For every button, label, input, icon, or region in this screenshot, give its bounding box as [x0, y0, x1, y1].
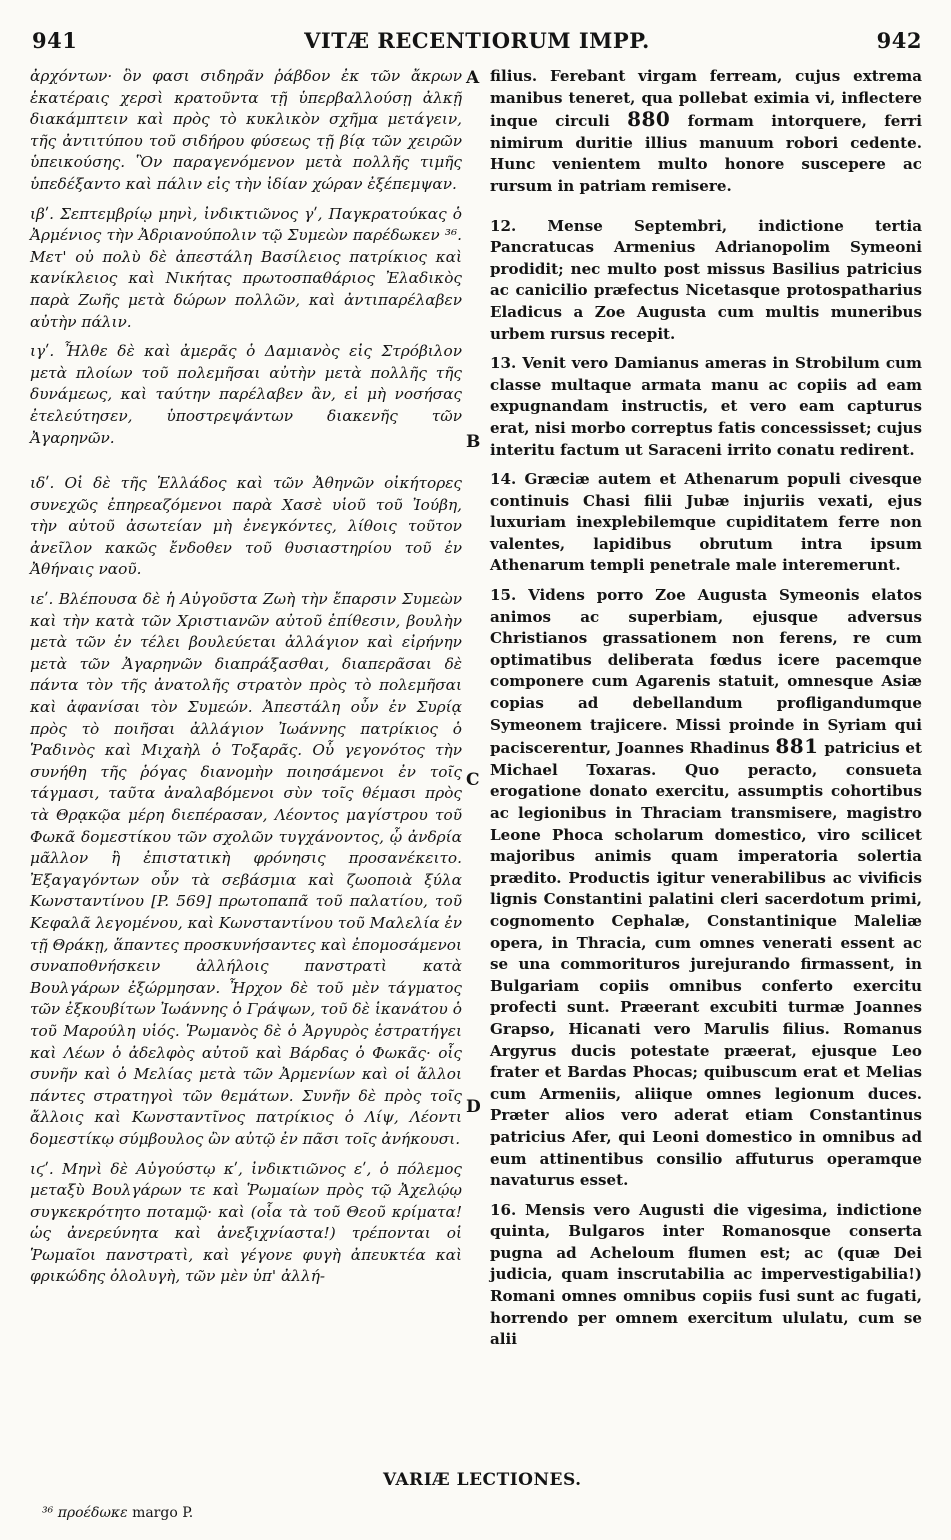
greek-paragraph-14: ιδʹ. Οἱ δὲ τῆς Ἑλλάδος καὶ τῶν Ἀθηνῶν οἰκήτορες συνεχῶς ἐπηρεαζόμενοι παρὰ Χασὲ υἱοῦ τοῦ Ἰούβη, τὴν αὐτοῦ ἀσωτείαν μὴ ἐνεγκόντες, λίθοις τοῦτον ἀνεῖλον κακῶς ἔνδοθεν τοῦ θυσιαστηρίου τοῦ ἐν Ἀθήναις ναοῦ.	[30, 474, 462, 579]
margin-marker-a: A	[466, 68, 480, 88]
latin-intro-text-b: formam intorquere, ferri nimirum duritie illius manuum robori cedente. Hunc venientem multo honore suscepere ac rursum in patriam remisere.	[490, 112, 922, 195]
greek-column	[30, 66, 462, 1288]
greek-paragraph-15: ιεʹ. Βλέπουσα δὲ ἡ Αὐγοῦστα Ζωὴ τὴν ἔπαρσιν Συμεὼν καὶ τὴν κατὰ τῶν Χριστιανῶν αὐτοῦ ἐπίθεσιν, βουλὴν μετὰ τῶν ἐν τέλει βουλεύεται ἀλλάγιον καὶ εἰρήνην μετὰ τῶν Ἀγαρηνῶν διαπράξασθαι, διαπερᾶσαι δὲ πάντα τὸν τῆς ἀνατολῆς στρατὸν πρὸς τὸ πολεμῆσαι καὶ ἀφανίσαι τὸν Συμεών. Ἀπεστάλη οὖν ἐν Συρίᾳ πρὸς τὸ ποιῆσαι ἀλλάγιον Ἰωάννης πατρίκιος ὁ Ῥαδινὸς καὶ Μιχαὴλ ὁ Τοξαρᾶς. Οὗ γεγονότος τὴν συνήθη τῆς ῥόγας διανομὴν ποιησάμενοι ἐν τοῖς τάγμασι, ταῦτα ἀναλαβόμενοι σὺν τοῖς θέμασι πρὸς τὰ Θρᾳκῷα μέρη διεπέρασαν, Λέοντος μαγίστρου τοῦ Φωκᾶ δομεστίκου τῶν σχολῶν τυγχάνοντος, ᾧ ἀνδρία μᾶλλον ἢ ἐπιστατικὴ φρόνησις προσανέκειτο. Ἐξαγαγόντων οὖν τὰ σεβάσμια καὶ ζωοποιὰ ξύλα Κωνσταντίνου [P. 569] πρωτοπαπᾶ τοῦ παλατίου, τοῦ Κεφαλᾶ λεγομένου, καὶ Κωνσταντίνου τοῦ Μαλελία ἐν τῇ Θράκῃ, ἅπαντες προσκυνήσαντες καὶ ἐπομοσάμενοι συναποθνήσκειν ἀλλήλοις πανστρατὶ κατὰ Βουλγάρων ἐξώρμησαν. Ἦρχον δὲ τοῦ μὲν τάγματος τῶν ἐξκουβίτων Ἰωάννης ὁ Γράψων, τοῦ δὲ ἱκανάτου ὁ τοῦ Μαρούλη υἱός. Ῥωμανὸς δὲ ὁ Ἀργυρὸς ἐστρατήγει καὶ Λέων ὁ ἀδελφὸς αὐτοῦ καὶ Βάρδας ὁ Φωκᾶς· οἷς συνῆν καὶ ὁ Μελίας μετὰ τῶν Ἀρμενίων καὶ οἱ ἄλλοι πάντες στρατηγοὶ τῶν θεμάτων. Συνῆν δὲ πρὸς τοῖς ἄλλοις καὶ Κωνσταντῖνος πατρίκιος ὁ Λίψ, Λέοντι δομεστίκῳ σύμβουλος ὢν αὐτῷ ἐν πᾶσι τοῖς ἀνήκουσι.	[30, 590, 462, 1148]
footnote-source: margo P.	[132, 1505, 194, 1521]
latin-p15-text-b: patricius et Michael Toxaras. Quo peracto, consueta erogatione donato exercitu, assumptis cohortibus ac legionibus in Thraciam transmisere, magistro Leone Phoca scholarum domestico, viro scilicet majoribus animis quam imperatoria solertia prædito. Productis igitur venerabilibus ac vivificis lignis Constantini palatini cleri sacerdotum primi, cognomento Cephalæ, Constantinique Maleliæ opera, in Thracia, cum omnes venerati essent ac se una commorituros jurejurando firmassent, in Bulgariam copiis omnibus conferto exercitu profecti sunt. Præerant excubiti turmæ Joannes Grapso, Hicanati vero Marulis filius. Romanus Argyrus ducis potestate præerat, ejusque Leo frater et Bardas Phocas; quibuscum erat et Melias cum Armeniis, aliique omnes legionum duces. Præter alios vero aderat etiam Constantinus patricius Afer, qui Leoni domestico in omnibus ad eum attinentibus consilio affuturus operamque navaturus esset.	[490, 739, 922, 1190]
margin-marker-c: C	[466, 770, 480, 790]
greek-paragraph-13: ιγʹ. Ἦλθε δὲ καὶ ἀμερᾶς ὁ Δαμιανὸς εἰς Στρόβιλον μετὰ πλοίων τοῦ πολεμῆσαι αὐτὴν μετὰ πολλῆς τῆς δυνάμεως, καὶ ταύτην παρέλαβεν ἂν, εἰ μὴ νοσήσας ἐτελεύτησεν, ὑποστρεψάντων διακενῆς τῶν Ἀγαρηνῶν.	[30, 342, 462, 447]
footnote-text: προέδωκε	[57, 1505, 128, 1521]
footnote	[42, 1505, 193, 1521]
latin-paragraph-intro	[490, 66, 922, 198]
page-number-right: 942	[876, 28, 922, 53]
footnote-mark: ³⁶	[42, 1505, 54, 1521]
margin-marker-b: B	[466, 432, 481, 452]
latin-p15-text-a: 15. Videns porro Zoe Augusta Symeonis elatos animos ac superbiam, ejusque adversus Christianos grassationem non ferens, re cum optimatibus deliberata fœdus icere pacemque componere cum Agarenis statuit, omnesque Asiæ copias ad debellandum profligandumque Symeonem trajicere. Missi proinde in Syriam qui paciscerentur, Joannes Rhadinus	[490, 586, 922, 758]
greek-paragraph-16: ιϛʹ. Μηνὶ δὲ Αὐγούστῳ κʹ, ἰνδικτιῶνος εʹ, ὁ πόλεμος μεταξὺ Βουλγάρων τε καὶ Ῥωμαίων πρὸς τῷ Ἀχελῴῳ συγκεκρότητο ποταμῷ· καὶ (οἷα τὰ τοῦ Θεοῦ κρίματα! ὡς ἀνερεύνητα καὶ ἀνεξιχνίαστα!) τρέπονται οἱ Ῥωμαῖοι πανστρατὶ, καὶ γέγονε φυγὴ ἀπευκτέα καὶ φρικώδης ὀλολυγὴ, τῶν μὲν ὑπ' ἀλλή-	[30, 1159, 462, 1286]
latin-paragraph-13: 13. Venit vero Damianus ameras in Strobilum cum classe multaque armata manu ac copiis ad eam expugnandam instructis, et vero eam capturus erat, nisi morbo correptus fatis concessisset; cujus interitu factum ut Saraceni irrito conatu redirent.	[490, 354, 922, 459]
latin-paragraph-16: 16. Mensis vero Augusti die vigesima, indictione quinta, Bulgaros inter Romanosque conserta pugna ad Acheloum flumen est; ac (quæ Dei judicia, quam inscrutabilia ac impervestigabilia!) Romani omnes omnibus copiis fusi sunt ac fugati, horrendo per omnem exercitum ululatu, cum se alii	[490, 1200, 922, 1349]
variae-lectiones-heading: VARIÆ LECTIONES.	[383, 1470, 582, 1490]
margin-marker-d: D	[466, 1097, 481, 1117]
latin-column	[490, 66, 922, 1351]
greek-paragraph-intro: ἀρχόντων· ὃν φασι σιδηρᾶν ῥάβδον ἐκ τῶν ἄκρων ἑκατέραις χερσὶ κρατοῦντα τῇ ὑπερβαλλούσῃ ἀλκῇ διακάμπτειν καὶ πρὸς τὸ κυκλικὸν σχῆμα μετάγειν, τῆς ἀντιτύπου τοῦ σιδήρου φύσεως τῇ βίᾳ τῶν χειρῶν ὑπεικούσης. Ὃν παραγενόμενον μετὰ πολλῆς τιμῆς ὑπεδέξαντο καὶ πάλιν εἰς τὴν ἰδίαν χώραν ἐξέπεμψαν.	[30, 67, 462, 193]
page-number-left: 941	[32, 28, 78, 53]
running-header	[32, 28, 922, 62]
latin-intro-text-a: filius. Ferebant virgam ferream, cujus extrema manibus teneret, qua pollebat eximia vi, inflectere inque circuli	[490, 67, 922, 131]
latin-paragraph-12: 12. Mense Septembri, indictione tertia Pancratucas Armenius Adrianopolim Symeoni prodidit; nec multo post missus Basilius patricius ac canicilio præfectus Nicetasque protospatharius Eladicus a Zoe Augusta cum multis muneribus urbem rursus recepit.	[490, 216, 922, 343]
running-title: VITÆ RECENTIORUM IMPP.	[304, 28, 650, 53]
greek-paragraph-12: ιβʹ. Σεπτεμβρίῳ μηνὶ, ἰνδικτιῶνος γʹ, Παγκρατούκας ὁ Ἀρμένιος τὴν Ἀδριανούπολιν τῷ Συμεὼν παρέδωκεν ³⁶. Μετ' οὐ πολὺ δὲ ἀπεστάλη Βασίλειος πατρίκιος καὶ κανίκλειος καὶ Νικήτας πρωτοσπαθάριος Ἐλαδικὸς παρὰ Ζωῆς μετὰ δώρων πολλῶν, καὶ ἀντιπαρέλαβεν αὐτὴν πάλιν.	[30, 204, 462, 331]
edition-page-number-881: 881	[775, 734, 819, 759]
edition-page-number-880: 880	[627, 107, 671, 132]
latin-paragraph-15	[490, 585, 922, 1192]
latin-paragraph-14: 14. Græciæ autem et Athenarum populi civesque continuis Chasi filii Jubæ injuriis vexati, ejus luxuriam inexplebilemque cupiditatem ferre non valentes, lapidibus obrutum intra ipsum Athenarum templi penetrale male interemerunt.	[490, 470, 922, 575]
